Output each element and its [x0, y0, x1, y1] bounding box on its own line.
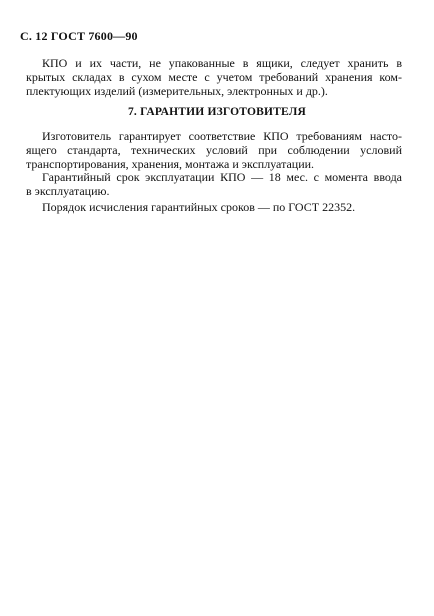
warranty-line-1: Гарантийный срок эксплуатации КПО — 18 мес. с момента ввода [42, 170, 402, 184]
guarantee-line-2: ящего стандарта, технических условий при соблюдении условий [26, 143, 402, 157]
storage-line-3: плектующих изделий (измерительных, электронных и др.). [26, 84, 328, 98]
warranty-line-2: в эксплуатацию. [26, 184, 110, 198]
warranty-term-paragraph [26, 170, 402, 198]
guarantee-paragraph [26, 129, 402, 171]
calculation-paragraph [26, 200, 402, 214]
storage-paragraph [26, 56, 402, 98]
storage-line-2: крытых складах в сухом месте с учетом требований хранения ком- [26, 70, 402, 84]
storage-line-1: КПО и их части, не упакованные в ящики, следует хранить в [42, 56, 402, 70]
guarantee-line-1: Изготовитель гарантирует соответствие КПО требованиям насто- [42, 129, 402, 143]
guarantee-line-3: транспортирования, хранения, монтажа и эксплуатации. [26, 157, 315, 171]
section-heading: 7. ГАРАНТИИ ИЗГОТОВИТЕЛЯ [127, 106, 307, 118]
calculation-line-1: Порядок исчисления гарантийных сроков — по ГОСТ 22352. [42, 200, 356, 214]
running-header: С. 12 ГОСТ 7600—90 [20, 29, 138, 43]
